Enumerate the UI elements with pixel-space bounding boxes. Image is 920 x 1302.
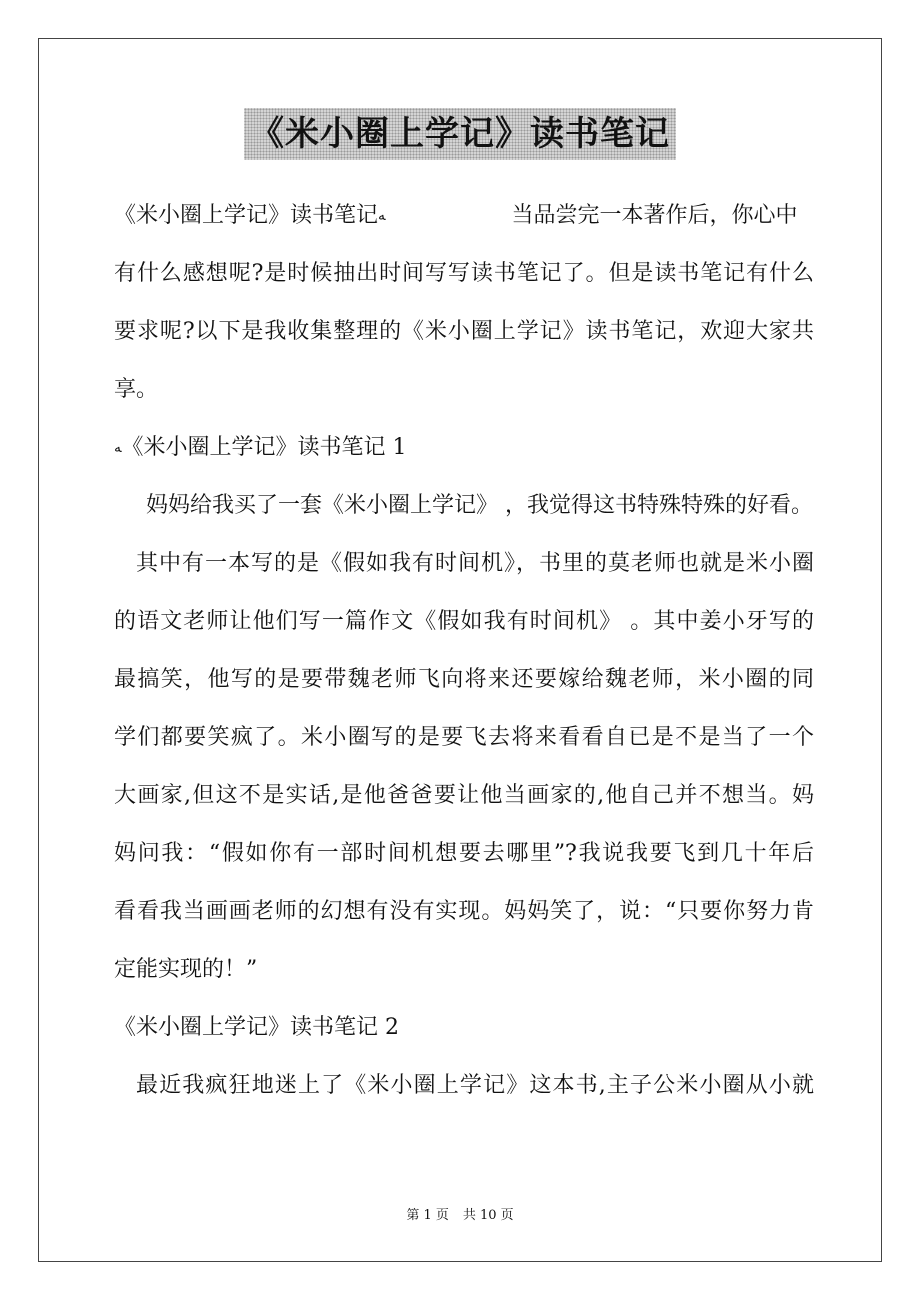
intro-line-1-left: 《米小圈上学记》读书笔记: [114, 203, 379, 228]
paragraph-line: 的语文老师让他们写一篇作文《假如我有时间机》 。其中姜小牙写的: [114, 609, 814, 634]
document-title: 《米小圈上学记》读书笔记: [244, 108, 676, 160]
title-container: [0, 108, 920, 160]
page-number: 第 1 页: [406, 1208, 449, 1223]
section-1-heading-row: [114, 425, 814, 483]
section-2-heading: 《米小圈上学记》读书笔记 2: [114, 1015, 399, 1040]
intro-line-3: 要求呢?以下是我收集整理的《米小圈上学记》读书笔记，欢迎大家共: [114, 319, 814, 344]
paragraph-line: 妈问我：“假如你有一部时间机想要去哪里”?我说我要飞到几十年后: [114, 841, 814, 866]
paragraph-line: 学们都要笑疯了。米小圈写的是要飞去将来看看自已是不是当了一个: [114, 725, 814, 750]
paragraph-line: 看看我当画画老师的幻想有没有实现。妈妈笑了，说：“只要你努力肯: [114, 899, 814, 924]
intro-line-2: 有什么感想呢?是时候抽出时间写写读书笔记了。但是读书笔记有什么: [114, 261, 814, 286]
bullet-mark-icon: ﻪ: [114, 440, 122, 456]
paragraph-line: 最搞笑，他写的是要带魏老师飞向将来还要嫁给魏老师，米小圈的同: [114, 667, 814, 692]
paragraph-line: 大画家,但这不是实话,是他爸爸要让他当画家的,他自己并不想当。妈: [114, 783, 814, 808]
paragraph-line: 最近我疯狂地迷上了《米小圈上学记》这本书,主子公米小圈从小就: [136, 1073, 814, 1098]
paragraph-line: 妈妈给我买了一套《米小圈上学记》 ，我觉得这书特殊特殊的好看。: [146, 493, 813, 518]
intro-line-1: [114, 193, 814, 251]
section-1-heading: 《米小圈上学记》读书笔记 1: [121, 435, 407, 460]
document-body: [114, 193, 814, 1121]
bullet-mark-icon: ﻪ: [378, 208, 386, 224]
intro-line-4: 享。: [114, 377, 159, 402]
paragraph-line: 定能实现的！”: [114, 957, 258, 982]
page-footer: [0, 1206, 920, 1226]
page-total: 共 10 页: [462, 1208, 514, 1223]
intro-line-1-right: 当品尝完一本著作后，你心中: [511, 203, 798, 228]
paragraph-line: 其中有一本写的是《假如我有时间机》，书里的莫老师也就是米小圈: [136, 551, 814, 576]
